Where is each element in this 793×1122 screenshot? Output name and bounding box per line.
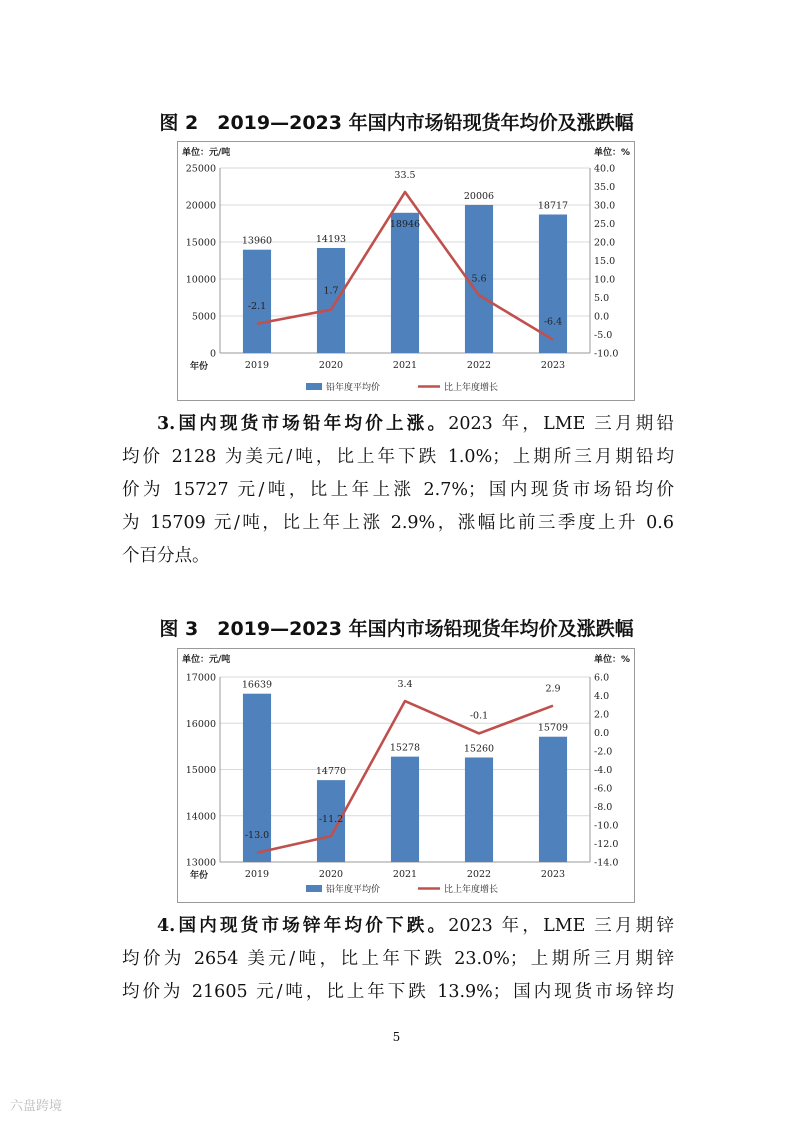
x-tick-label: 2023 [540,869,566,880]
bar [465,757,493,862]
x-tick-label: 2022 [466,869,492,880]
y2-tick-label: -8.0 [594,802,613,813]
y-tick-label: 13000 [185,857,216,869]
legend-line-label: 比上年度增长 [444,383,499,393]
x-axis-label: 年份 [190,871,209,881]
y2-tick-label: -4.0 [594,765,613,776]
bar-value-label: 14193 [315,233,347,245]
y2-tick-label: -12.0 [594,839,619,850]
y2-tick-label: -6.0 [594,783,613,795]
bar [539,737,567,862]
x-axis-label: 年份 [190,362,209,372]
paragraph-3 [122,408,674,573]
x-tick-label: 2019 [244,360,270,371]
x-tick-label: 2021 [392,360,418,371]
y-tick-label: 15000 [185,237,216,249]
line-value-label: 2.9 [545,683,561,695]
y2-tick-label: -10.0 [594,820,619,832]
paragraph-4-heading: 4.国内现货市场锌年均价下跌。 [157,916,449,936]
legend-bar-label: 铅年度平均价 [326,885,381,895]
y-tick-label: 0 [209,348,216,360]
paragraph-4-line-3: 均价为 21605 元/吨，比上年下跌 13.9%；国内现货市场锌均 [122,982,674,1002]
line-value-label: 5.6 [471,273,487,285]
y2-tick-label: 6.0 [594,672,610,684]
bar-value-label: 18946 [389,218,421,230]
bar-value-label: 16639 [241,679,273,691]
bar-value-label: 20006 [463,190,495,202]
y-tick-label: 14000 [185,811,216,823]
legend-bar-swatch [306,383,322,390]
page-number: 5 [392,1030,401,1044]
y2-tick-label: 15.0 [594,256,616,267]
left-unit-label: 单位：元/吨 [182,655,231,665]
bar-value-label: 15709 [537,722,569,734]
line-value-label: -2.1 [247,300,267,312]
figure-2-chart [178,142,634,400]
y2-tick-label: -14.0 [594,857,619,869]
y-tick-label: 25000 [185,163,216,175]
legend-bar-swatch [306,885,322,892]
bar-value-label: 15260 [463,743,495,755]
y2-tick-label: 10.0 [594,274,616,286]
y-tick-label: 16000 [185,718,216,730]
y-tick-label: 5000 [191,311,216,323]
x-tick-label: 2023 [540,360,566,371]
line-value-label: -0.1 [469,710,489,722]
bar [391,213,419,353]
watermark-logo: 六盘跨境 [10,1099,63,1114]
left-unit-label: 单位：元/吨 [182,148,231,158]
line-value-label: 33.5 [394,170,416,182]
figure-2-chart-frame [177,141,635,401]
bar [391,757,419,862]
x-tick-label: 2019 [244,869,270,880]
line-value-label: 1.7 [323,285,339,297]
right-unit-label: 单位：% [593,148,630,158]
y-tick-label: 20000 [185,200,216,212]
paragraph-3-line-4: 为 15709 元/吨，比上年上涨 2.9%，涨幅比前三季度上升 0.6 [122,513,674,533]
bar [317,248,345,353]
line-value-label: 3.4 [397,679,413,691]
figure-3-chart-frame [177,648,635,903]
legend-bar-label: 铅年度平均价 [326,383,381,393]
figure-3-chart [178,649,634,902]
y-tick-label: 17000 [185,672,216,684]
bar-value-label: 15278 [389,742,421,754]
y2-tick-label: 20.0 [594,237,616,249]
figure-3-title: 图 3 2019—2023 年国内市场铅现货年均价及涨跌幅 [159,618,634,640]
paragraph-3-line-3: 价为 15727 元/吨，比上年上涨 2.7%；国内现货市场铅均价 [122,480,674,500]
paragraph-3-line-1 [122,408,674,441]
paragraph-3-line-2: 均价 2128 为美元/吨，比上年下跌 1.0%；上期所三月期铅均 [122,447,674,467]
bar [539,214,567,353]
y2-tick-label: 25.0 [594,219,616,230]
bar-value-label: 14770 [315,766,347,778]
y2-tick-label: 40.0 [594,163,616,175]
y2-tick-label: 0.0 [594,311,610,323]
y2-tick-label: 0.0 [594,728,610,739]
y2-tick-label: 4.0 [594,691,610,702]
y2-tick-label: 2.0 [594,709,610,721]
y2-tick-label: -2.0 [594,746,613,758]
bar-value-label: 13960 [241,235,273,247]
figure-2-title: 图 2 2019—2023 年国内市场铅现货年均价及涨跌幅 [159,112,634,134]
y-tick-label: 10000 [185,274,216,286]
y2-tick-label: 30.0 [594,200,616,212]
y-tick-label: 15000 [185,765,216,776]
paragraph-4 [122,910,674,1009]
paragraph-4-line-1 [122,910,674,943]
x-tick-label: 2022 [466,360,492,371]
x-tick-label: 2020 [318,360,344,371]
x-tick-label: 2020 [318,869,344,880]
right-unit-label: 单位：% [593,655,630,665]
paragraph-3-line-5: 个百分点。 [122,546,210,566]
paragraph-4-line-2: 均价为 2654 美元/吨，比上年下跌 23.0%；上期所三月期锌 [122,949,674,969]
legend-line-label: 比上年度增长 [444,885,499,895]
y2-tick-label: -5.0 [594,330,613,341]
y2-tick-label: 35.0 [594,182,616,193]
paragraph-3-heading: 3.国内现货市场铅年均价上涨。 [157,414,449,434]
bar-value-label: 18717 [537,200,569,212]
line-value-label: -11.2 [318,814,344,826]
x-tick-label: 2021 [392,869,418,880]
paragraph-3-line-1-text: 2023 年，LME 三月期铅 [448,414,674,434]
line-value-label: -13.0 [244,829,270,841]
paragraph-4-line-1-text: 2023 年，LME 三月期锌 [448,916,674,936]
y2-tick-label: -10.0 [594,348,619,360]
y2-tick-label: 5.0 [594,293,610,304]
line-value-label: -6.4 [543,316,563,328]
